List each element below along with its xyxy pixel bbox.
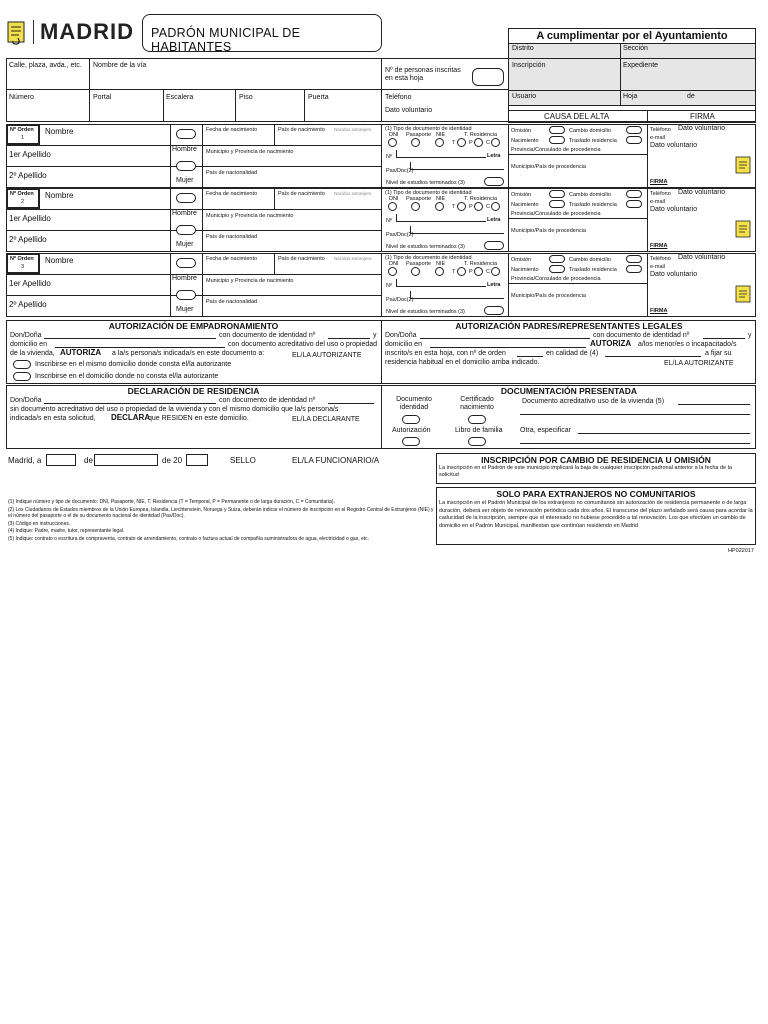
doc-otra-label: Otra, especificar bbox=[520, 427, 571, 434]
sign-here-sticker-icon bbox=[735, 220, 751, 238]
documentacion-title: DOCUMENTACIÓN PRESENTADA bbox=[500, 386, 638, 396]
pasaporte-label: Pasaporte bbox=[406, 196, 432, 202]
dni-label: DNI bbox=[389, 196, 399, 202]
tipo-doc-label: (1) Tipo de documento de identidad bbox=[385, 190, 472, 196]
c-radio[interactable] bbox=[491, 138, 500, 147]
dato-voluntario-label: Dato voluntario bbox=[678, 254, 726, 261]
pasaporte-radio[interactable] bbox=[411, 202, 420, 211]
dni-label: DNI bbox=[389, 132, 399, 138]
hoja-de-label: de bbox=[687, 93, 695, 100]
fecha-nac-label: Fecha de nacimiento bbox=[206, 191, 258, 197]
nie-radio[interactable] bbox=[435, 138, 444, 147]
apellido1-label: 1er Apellido bbox=[9, 279, 51, 288]
padres-calidad: en calidad de (4) bbox=[546, 350, 599, 357]
fecha-nac-label: Fecha de nacimiento bbox=[206, 127, 258, 133]
pais-nac-label: País de nacimiento bbox=[278, 191, 325, 197]
orden-label: Nº Orden bbox=[10, 256, 34, 262]
t-label: T bbox=[452, 269, 456, 275]
auth-acreditativo: con documento acreditativo del uso o propiedad bbox=[228, 341, 378, 348]
num-field[interactable] bbox=[396, 150, 486, 158]
fecha-de20-label: de 20 bbox=[162, 456, 183, 465]
nacimiento-label: Nacimiento bbox=[511, 202, 539, 208]
nacidos-ext-label: Nacidos extranjero bbox=[334, 191, 372, 196]
footnote-1: (1) Indique número y tipo de documento: DNI, Pasaporte, NIE, T. Residencia (T = Temporal, P = Permanente o de larga duración, C = Comunitaria). bbox=[8, 499, 335, 505]
puerta-label: Puerta bbox=[308, 94, 329, 101]
nivel-estudios-field[interactable] bbox=[484, 177, 504, 186]
footnote-5: (5) Indique: contrato o escritura de compraventa, contrato de arrendamiento, contrato o factura actual de compañía suministradora de agua, electricidad o gas, etc. bbox=[8, 535, 370, 542]
dni-radio[interactable] bbox=[388, 138, 397, 147]
pais-nac-label: País de nacimiento bbox=[278, 127, 325, 133]
municipio-pais-label: Municipio/País de procedencia bbox=[511, 228, 586, 234]
extranjeros-title: SOLO PARA EXTRANJEROS NO COMUNITARIOS bbox=[496, 489, 696, 499]
padres-orden-line[interactable] bbox=[517, 356, 543, 357]
padres-calidad-line[interactable] bbox=[605, 356, 701, 357]
decl-sin-doc: sin documento acreditativo del uso o propiedad de la vivienda y con el mismo domicilio que la/s persona/s bbox=[10, 406, 339, 413]
cambio-domicilio-checkbox[interactable] bbox=[626, 126, 642, 134]
pais-nac-label: País de nacimiento bbox=[278, 256, 325, 262]
auth-don-dona: Don/Doña bbox=[10, 332, 42, 339]
pasaporte-label: Pasaporte bbox=[406, 261, 432, 267]
auth-y: y bbox=[373, 332, 377, 339]
t-label: T bbox=[452, 140, 456, 146]
municipio-nac-label: Municipio y Provincia de nacimiento bbox=[206, 149, 294, 155]
personas-label: Nº de personas inscritas en esta hoja bbox=[385, 67, 461, 82]
form-code: HP022017 bbox=[728, 548, 754, 554]
fecha-anio-field[interactable] bbox=[186, 454, 208, 466]
municipio-nac-label: Municipio y Provincia de nacimiento bbox=[206, 213, 294, 219]
mujer-label: Mujer bbox=[176, 306, 194, 313]
nivel-estudios-label: Nivel de estudios terminados (3) bbox=[386, 309, 465, 315]
cambio-domicilio-checkbox[interactable] bbox=[626, 190, 642, 198]
padres-inscritos: inscrito/s en esta hoja, con nº de orden bbox=[385, 350, 506, 357]
cert-nacimiento-label: Certificado nacimiento bbox=[460, 396, 494, 411]
fecha-mes-field[interactable] bbox=[94, 454, 158, 466]
t-label: T bbox=[452, 204, 456, 210]
tipo-doc-label: (1) Tipo de documento de identidad bbox=[385, 126, 472, 132]
tipo-doc-label: (1) Tipo de documento de identidad bbox=[385, 255, 472, 261]
personas-count-field[interactable] bbox=[472, 68, 504, 86]
omision-label: Omisión bbox=[511, 192, 532, 198]
t-residencia-label: T. Residencia bbox=[464, 196, 498, 202]
doc-otra-line[interactable] bbox=[578, 433, 750, 434]
nacimiento-checkbox[interactable] bbox=[549, 265, 565, 273]
autorizacion-padres-title: AUTORIZACIÓN PADRES/REPRESENTANTES LEGALES bbox=[455, 321, 683, 331]
decl-doc-label: con documento de identidad nº bbox=[219, 397, 316, 404]
distrito-label: Distrito bbox=[512, 45, 534, 52]
nombre-label: Nombre bbox=[45, 127, 74, 136]
auth-doc-line[interactable] bbox=[328, 338, 370, 339]
cambio-domicilio-label: Cambio domicilio bbox=[569, 257, 611, 263]
mujer-checkbox[interactable] bbox=[176, 290, 196, 300]
nie-label: NIE bbox=[436, 132, 446, 138]
fecha-dia-field[interactable] bbox=[46, 454, 76, 466]
sign-here-sticker-icon bbox=[735, 156, 751, 174]
traslado-residencia-label: Traslado residencia bbox=[569, 138, 617, 144]
cert-nacimiento-checkbox[interactable] bbox=[468, 415, 486, 424]
auth-opt2-label: Inscribirse en el domicilio donde no consta el/la autorizante bbox=[35, 373, 219, 380]
doc-autorizacion-checkbox[interactable] bbox=[402, 437, 420, 446]
traslado-residencia-label: Traslado residencia bbox=[569, 202, 617, 208]
doc-identidad-checkbox[interactable] bbox=[402, 415, 420, 424]
cambio-domicilio-label: Cambio domicilio bbox=[569, 192, 611, 198]
orden-label: Nº Orden bbox=[10, 127, 34, 133]
num-label: Nº bbox=[386, 218, 392, 224]
footnote-3: (3) Código en instrucciones. bbox=[8, 520, 71, 527]
auth-domicilio-label: domicilio en bbox=[10, 341, 47, 348]
autorizacion-title: AUTORIZACIÓN DE EMPADRONAMIENTO bbox=[108, 321, 279, 331]
padres-autorizante: EL/LA AUTORIZANTE bbox=[664, 360, 734, 367]
nivel-estudios-field[interactable] bbox=[484, 306, 504, 315]
p-label: P bbox=[469, 269, 473, 275]
orden-num: 2 bbox=[21, 199, 25, 205]
apellido1-label: 1er Apellido bbox=[9, 214, 51, 223]
c-radio[interactable] bbox=[491, 202, 500, 211]
nivel-estudios-field[interactable] bbox=[484, 241, 504, 250]
c-label: C bbox=[486, 140, 490, 146]
t-residencia-label: T. Residencia bbox=[464, 261, 498, 267]
omision-checkbox[interactable] bbox=[549, 190, 565, 198]
pasdoc-label: Pas/Doc(2) bbox=[386, 232, 414, 238]
auth-autorizante: EL/LA AUTORIZANTE bbox=[292, 352, 362, 359]
pasaporte-radio[interactable] bbox=[411, 267, 420, 276]
firma-header: FIRMA bbox=[690, 112, 715, 121]
hombre-label: Hombre bbox=[172, 146, 197, 153]
firma-label: FIRMA bbox=[650, 243, 668, 249]
sello-label: SELLO bbox=[230, 456, 256, 465]
p-radio[interactable] bbox=[474, 267, 483, 276]
traslado-residencia-label: Traslado residencia bbox=[569, 267, 617, 273]
fecha-nac-label: Fecha de nacimiento bbox=[206, 256, 258, 262]
cambio-domicilio-label: Cambio domicilio bbox=[569, 128, 611, 134]
nacimiento-label: Nacimiento bbox=[511, 267, 539, 273]
expediente-label: Expediente bbox=[623, 62, 659, 69]
letra-label: Letra bbox=[487, 153, 501, 159]
omision-label: Omisión bbox=[511, 257, 532, 263]
footnote-4: (4) Indique: Padre, madre, tutor, representante legal. bbox=[8, 528, 125, 534]
letra-label: Letra bbox=[487, 217, 501, 223]
email-label: e-mail bbox=[650, 264, 665, 270]
pais-nacionalidad-label: País de nacionalidad bbox=[206, 299, 258, 305]
decl-declarante: EL/LA DECLARANTE bbox=[292, 416, 360, 423]
form-title-box bbox=[142, 14, 382, 52]
auth-indicadas: a la/s persona/s indicada/s en este documento a: bbox=[112, 350, 265, 357]
pasdoc-label: Pas/Doc(2) bbox=[386, 168, 414, 174]
pasaporte-radio[interactable] bbox=[411, 138, 420, 147]
nacimiento-checkbox[interactable] bbox=[549, 136, 565, 144]
bear-logo-icon bbox=[6, 18, 28, 46]
padres-name-line[interactable] bbox=[420, 338, 590, 339]
escalera-label: Escalera bbox=[166, 94, 194, 101]
libro-familia-label: Libro de familia bbox=[455, 427, 503, 434]
num-label: Nº bbox=[386, 154, 392, 160]
omision-label: Omisión bbox=[511, 128, 532, 134]
apellido2-label: 2º Apellido bbox=[9, 300, 47, 309]
padres-y: y bbox=[748, 332, 752, 339]
auth-autoriza: AUTORIZA bbox=[60, 348, 102, 357]
doc-acreditativo-line[interactable] bbox=[678, 404, 750, 405]
doc-otra-line2[interactable] bbox=[520, 443, 750, 444]
nivel-estudios-label: Nivel de estudios terminados (3) bbox=[386, 244, 465, 250]
causa-alta-header: CAUSA DEL ALTA bbox=[544, 112, 610, 121]
nie-radio[interactable] bbox=[435, 202, 444, 211]
hoja-label: Hoja bbox=[623, 93, 638, 100]
email-label: e-mail bbox=[650, 135, 665, 141]
p-radio[interactable] bbox=[474, 138, 483, 147]
omision-checkbox[interactable] bbox=[549, 126, 565, 134]
dato-voluntario-email-label: Dato voluntario bbox=[650, 206, 698, 213]
seccion-label: Sección bbox=[623, 45, 648, 52]
dni-radio[interactable] bbox=[388, 267, 397, 276]
auth-opt1-label: Inscribirse en el mismo domicilio donde consta el/la autorizante bbox=[35, 361, 232, 368]
inscripcion-label: Inscripción bbox=[512, 62, 546, 69]
orden-label: Nº Orden bbox=[10, 191, 34, 197]
auth-opt1-checkbox[interactable] bbox=[13, 360, 31, 369]
numero-label: Número bbox=[9, 94, 34, 101]
num-field[interactable] bbox=[396, 279, 486, 287]
c-label: C bbox=[486, 204, 490, 210]
mujer-label: Mujer bbox=[176, 177, 194, 184]
padres-domicilio-line[interactable] bbox=[430, 347, 586, 348]
padres-doc-label: con documento de identidad nº bbox=[593, 332, 690, 339]
nie-label: NIE bbox=[436, 261, 446, 267]
c-label: C bbox=[486, 269, 490, 275]
traslado-residencia-checkbox[interactable] bbox=[626, 200, 642, 208]
sign-here-sticker-icon bbox=[735, 285, 751, 303]
libro-familia-checkbox[interactable] bbox=[468, 437, 486, 446]
num-label: Nº bbox=[386, 283, 392, 289]
nacimiento-checkbox[interactable] bbox=[549, 200, 565, 208]
t-radio[interactable] bbox=[457, 138, 466, 147]
padres-residencia: residencia habitual en el domicilio arriba indicado. bbox=[385, 359, 540, 366]
nombre-label: Nombre bbox=[45, 191, 74, 200]
firma-label: FIRMA bbox=[650, 308, 668, 314]
fecha-de-label: de bbox=[84, 456, 93, 465]
usuario-label: Usuario bbox=[512, 93, 537, 100]
piso-label: Piso bbox=[239, 94, 253, 101]
t-radio[interactable] bbox=[457, 267, 466, 276]
padres-don-dona: Don/Doña bbox=[385, 332, 417, 339]
letra-label: Letra bbox=[487, 282, 501, 288]
padres-autoriza: AUTORIZA bbox=[590, 339, 632, 348]
hombre-label: Hombre bbox=[172, 210, 197, 217]
municipio-pais-label: Municipio/País de procedencia bbox=[511, 164, 586, 170]
p-label: P bbox=[469, 204, 473, 210]
extranjeros-text: La inscripción en el Padrón Municipal de los extranjeros no comunitarios sin autorización de residencia permanente o de larga duración, deberá ser objeto de renovación periódica cada dos años. El transcurso del plazo señalado será causa para acordar la caducidad de la inscripción, siempre que el interesado no hubiese procedido a tal renovación. Los que efectúen un cambio de domicilio en el Padrón Municipal, manifiestan que continúan residiendo en Madrid bbox=[439, 500, 753, 529]
mujer-checkbox[interactable] bbox=[176, 161, 196, 171]
madrid-a-label: Madrid, a bbox=[8, 456, 42, 465]
pasdoc-field[interactable] bbox=[410, 226, 504, 234]
doc-autorizacion-label: Autorización bbox=[392, 427, 431, 434]
pasdoc-field[interactable] bbox=[410, 291, 504, 299]
decl-doc-line[interactable] bbox=[328, 403, 374, 404]
footnotes bbox=[8, 499, 434, 543]
decl-name-line[interactable] bbox=[44, 403, 216, 404]
traslado-residencia-checkbox[interactable] bbox=[626, 265, 642, 273]
apellido2-label: 2º Apellido bbox=[9, 171, 47, 180]
municipio-pais-label: Municipio/País de procedencia bbox=[511, 293, 586, 299]
apellido1-label: 1er Apellido bbox=[9, 150, 51, 159]
decl-residen: que RESIDEN en este domicilio. bbox=[148, 415, 249, 422]
omision-checkbox[interactable] bbox=[549, 255, 565, 263]
auth-vivienda: de la vivienda, bbox=[10, 350, 55, 357]
pasdoc-label: Pas/Doc(2) bbox=[386, 297, 414, 303]
logo-text: MADRID bbox=[40, 19, 134, 44]
auth-doc-label: con documento de identidad nº bbox=[219, 332, 316, 339]
municipio-nac-label: Municipio y Provincia de nacimiento bbox=[206, 278, 294, 284]
p-label: P bbox=[469, 140, 473, 146]
portal-label: Portal bbox=[93, 94, 112, 101]
padres-menores: a/los menor/es o incapacitado/s bbox=[638, 341, 737, 348]
hombre-label: Hombre bbox=[172, 275, 197, 282]
auth-opt2-checkbox[interactable] bbox=[13, 372, 31, 381]
footnote-2: (2) Los Ciudadanos de Estados miembros de la Unión Europea, Islandia, Liechtenstein, Noruega y Suiza, deberán indicar el número de inscripción en el Registro Central de Extranjeros (NIE) y el número del pasaporte o el de su documento nacional de identidad (Pas/Doc). bbox=[8, 506, 434, 519]
padres-domicilio: domicilio en bbox=[385, 341, 422, 348]
dato-voluntario-email-label: Dato voluntario bbox=[650, 142, 698, 149]
funcionario-label: EL/LA FUNCIONARIO/A bbox=[292, 456, 380, 465]
declaracion-title: DECLARACIÓN DE RESIDENCIA bbox=[127, 386, 260, 396]
orden-num: 1 bbox=[21, 135, 25, 141]
nombre-label: Nombre bbox=[45, 256, 74, 265]
inscripcion-cambio-text: La inscripción en el Padrón de este municipio implicará la baja de cualquier inscripción padronal anterior a la fecha de la solicitud bbox=[439, 465, 732, 478]
pais-nacionalidad-label: País de nacionalidad bbox=[206, 170, 258, 176]
form-title: PADRÓN MUNICIPAL DE HABITANTES bbox=[151, 26, 301, 54]
firma-label: FIRMA bbox=[650, 179, 668, 185]
calle-tipo-label: Calle, plaza, avda., etc. bbox=[9, 62, 82, 69]
padres-doc-line[interactable] bbox=[703, 338, 745, 339]
pais-nacionalidad-label: País de nacionalidad bbox=[206, 234, 258, 240]
apellido2-label: 2º Apellido bbox=[9, 235, 47, 244]
orden-num: 3 bbox=[21, 264, 25, 270]
traslado-residencia-checkbox[interactable] bbox=[626, 136, 642, 144]
nacimiento-label: Nacimiento bbox=[511, 138, 539, 144]
nacidos-ext-label: Nacidos extranjero bbox=[334, 127, 372, 132]
hombre-checkbox[interactable] bbox=[176, 258, 196, 268]
dato-voluntario-label: Dato voluntario bbox=[678, 189, 726, 196]
decl-indicadas: indicada/s en esta solicitud, bbox=[10, 415, 96, 422]
doc-identidad-label: Documento identidad bbox=[396, 396, 432, 411]
office-title: A cumplimentar por el Ayuntamiento bbox=[536, 30, 728, 42]
dni-label: DNI bbox=[389, 261, 399, 267]
c-radio[interactable] bbox=[491, 267, 500, 276]
nacidos-ext-label: Nacidos extranjero bbox=[334, 256, 372, 261]
hombre-checkbox[interactable] bbox=[176, 129, 196, 139]
provincia-consulado-label: Provincia/Consulado de procedencia bbox=[511, 276, 601, 282]
hombre-checkbox[interactable] bbox=[176, 193, 196, 203]
doc-acreditativo-line2[interactable] bbox=[520, 414, 750, 415]
dni-radio[interactable] bbox=[388, 202, 397, 211]
nombre-via-label: Nombre de la vía bbox=[93, 62, 147, 69]
telefono-label: Teléfono bbox=[650, 256, 671, 262]
pasaporte-label: Pasaporte bbox=[406, 132, 432, 138]
decl-don-dona: Don/Doña bbox=[10, 397, 42, 404]
dato-voluntario-email-label: Dato voluntario bbox=[650, 271, 698, 278]
cambio-domicilio-checkbox[interactable] bbox=[626, 255, 642, 263]
dato-voluntario-label: Dato voluntario bbox=[385, 107, 433, 114]
pasdoc-field[interactable] bbox=[410, 162, 504, 170]
mujer-checkbox[interactable] bbox=[176, 225, 196, 235]
nie-label: NIE bbox=[436, 196, 446, 202]
provincia-consulado-label: Provincia/Consulado de procedencia bbox=[511, 211, 601, 217]
decl-declara: DECLARA bbox=[111, 413, 151, 422]
padres-fijar: a fijar su bbox=[705, 350, 732, 357]
t-radio[interactable] bbox=[457, 202, 466, 211]
telefono-label: Teléfono bbox=[385, 94, 412, 101]
provincia-consulado-label: Provincia/Consulado de procedencia bbox=[511, 147, 601, 153]
t-residencia-label: T. Residencia bbox=[464, 132, 498, 138]
telefono-label: Teléfono bbox=[650, 127, 671, 133]
email-label: e-mail bbox=[650, 199, 665, 205]
mujer-label: Mujer bbox=[176, 241, 194, 248]
telefono-label: Teléfono bbox=[650, 191, 671, 197]
auth-name-line[interactable] bbox=[44, 338, 216, 339]
nie-radio[interactable] bbox=[435, 267, 444, 276]
dato-voluntario-label: Dato voluntario bbox=[678, 125, 726, 132]
nivel-estudios-label: Nivel de estudios terminados (3) bbox=[386, 180, 465, 186]
madrid-logo bbox=[6, 18, 136, 48]
doc-acreditativo-label: Documento acreditativo uso de la vivienda (5) bbox=[522, 398, 665, 405]
p-radio[interactable] bbox=[474, 202, 483, 211]
num-field[interactable] bbox=[396, 214, 486, 222]
inscripcion-cambio-title: INSCRIPCIÓN POR CAMBIO DE RESIDENCIA U OMISIÓN bbox=[481, 455, 711, 465]
